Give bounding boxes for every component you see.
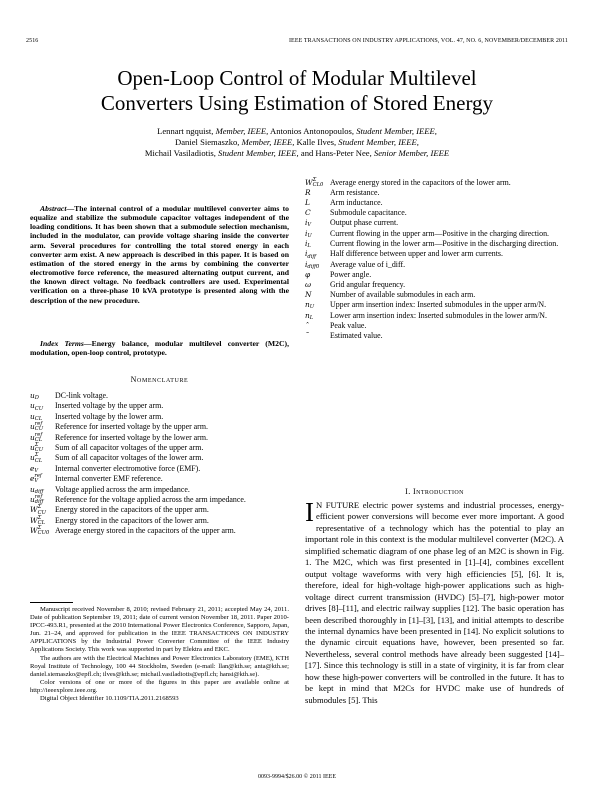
author-name: and Hans-Peter Nee, <box>300 148 372 159</box>
nomenclature-definition: Inserted voltage by the upper arm. <box>55 401 164 411</box>
nomenclature-symbol: u ref CU <box>30 421 44 433</box>
nomenclature-definition: Arm resistance. <box>330 188 380 198</box>
nomenclature-symbol: ˆ <box>305 320 309 330</box>
nomenclature-definition: Reference for inserted voltage by the lower arm. <box>55 432 208 442</box>
nomenclature-item <box>305 331 564 341</box>
nomenclature-item <box>305 229 564 239</box>
nomenclature-item <box>30 495 289 505</box>
nomenclature-definition: Peak value. <box>330 320 367 330</box>
nomenclature-definition: Voltage applied across the arm impedance. <box>55 484 190 494</box>
nomenclature-symbol: u D <box>30 391 39 402</box>
nomenclature-item <box>305 239 564 249</box>
author-name: Antonios Antonopoulos, <box>270 126 355 136</box>
intro-text: electric power systems and industrial processes, energy-efficient power conversions will become ever more important. A good representative of a technology which has the potential to play an important role in this context is the modular multilevel converter (M2C). A simplified schematic diagram of one phase leg of an M2C is shown in Fig. 1. The M2C, which was first presented in [1]–[4], combines excellent output voltage waveforms with very high efficiencies [5], [6]. It is, therefore, ideal for high-voltage high-power applications such as high-voltage direct current transmission (HVDC) [5]–[7], high-power motor drives [8]–[11], and electric railway supplies [12]. The basic operation has been described thoroughly in [1]–[3], [13], and initial attempts to describe the internal dynamics have been presented in [14]. No explicit solutions to the dynamic circuit equations have, however, been presented so far. Nevertheless, several control methods have already been suggested [14]–[17]. Since this technology is still in a state of virginity, it is far from clear how these high-power converters will be controlled in the future. It has to be kept in mind that M2Cs for HVDC make use of hundreds of submodules [5]. This <box>305 500 564 705</box>
nomenclature-definition: Sum of all capacitor voltages of the upper arm. <box>55 443 204 453</box>
nomenclature-item <box>305 249 564 259</box>
nomenclature-definition: Output phase current. <box>330 218 399 228</box>
nomenclature-definition: Inserted voltage by the lower arm. <box>55 411 164 421</box>
nomenclature-symbol: i U <box>305 228 312 239</box>
nomenclature-definition: Energy stored in the capacitors of the upper arm. <box>55 505 209 515</box>
nomenclature-symbol: L <box>305 198 310 208</box>
intro-lead: N FUTURE <box>316 500 360 510</box>
nomenclature-symbol: W Σ CU <box>30 504 46 516</box>
footnote <box>30 606 289 703</box>
nomenclature-symbol: u Σ CU <box>30 442 44 454</box>
nomenclature-definition: Arm inductance. <box>330 198 383 208</box>
nomenclature-definition: Grid angular frequency. <box>330 280 406 290</box>
nomenclature-symbol: u CU <box>30 401 44 412</box>
nomenclature-definition: Average energy stored in the capacitors of the upper arm. <box>55 526 236 536</box>
author-name: Lennart ngquist, <box>157 126 214 136</box>
nomenclature-symbol: W Σ CL0 <box>305 177 324 189</box>
copyright-footer: 0093-9994/$26.00 © 2011 IEEE <box>258 774 336 780</box>
nomenclature-definition: Submodule capacitance. <box>330 208 407 218</box>
footnote-manuscript: Manuscript received November 8, 2010; revised February 21, 2011; accepted May 24, 2011. Date of publication September 19, 2011; date of current version November 18, 2011. Paper 2010-IPCC-493.R1, presented at the 2010 International Power Electronics Conference, Sapporo, Japan, Jun. 21–24, and approved for publication in the IEEE TRANSACTIONS ON INDUSTRY APPLICATIONS by the Industrial Power Converter Committee of the IEEE Industry Applications Society. This work was supported in part by Elektra and EKC. <box>30 606 289 654</box>
page-number: 2516 <box>26 38 39 44</box>
nomenclature-item <box>30 401 289 411</box>
nomenclature-item <box>30 474 289 484</box>
nomenclature-item <box>305 260 564 270</box>
author-role: Student Member, IEEE, <box>356 126 437 136</box>
nomenclature-symbol: u ref diff <box>30 494 44 506</box>
title-line-2: Converters Using Estimation of Stored Energy <box>100 91 494 115</box>
introduction-heading: I. Introduction <box>405 487 464 496</box>
nomenclature-symbol: φ <box>305 270 311 280</box>
nomenclature-item <box>305 178 564 188</box>
nomenclature-symbol: R <box>305 188 311 198</box>
nomenclature-symbol: n L <box>305 310 314 321</box>
nomenclature-definition: Internal converter electromotive force (EMF). <box>55 463 201 473</box>
footnote-affiliation: The authors are with the Electrical Machines and Power Electronics Laboratory (EME), KTH Royal Institute of Technology, 100 44 Stockholm, Sweden (e-mail: llan@kth.se; anta@kth.se; daniel.siemaszko@epfl.ch; ilves@kth.se; michail.vasiladiotis@epfl.ch; hansi@kth.se). <box>30 654 289 678</box>
index-terms <box>30 339 289 357</box>
author-list <box>60 126 534 160</box>
abstract <box>30 204 289 305</box>
nomenclature-definition: Reference for the voltage applied across the arm impedance. <box>55 495 246 505</box>
index-terms-text: —Energy balance, modular multilevel converter (M2C), modulation, open-loop control, prototype. <box>30 339 289 358</box>
nomenclature-definition: Power angle. <box>330 270 372 280</box>
nomenclature-symbol: n U <box>305 300 315 311</box>
author-name: Michail Vasiladiotis, <box>144 148 216 159</box>
nomenclature-symbol: i diff <box>305 249 317 260</box>
author-role: Senior Member, IEEE <box>373 148 450 159</box>
author-name: Kalle Ilves, <box>296 137 337 148</box>
nomenclature-symbol: u CL <box>30 412 43 423</box>
index-terms-label: Index Terms <box>40 339 84 348</box>
nomenclature-definition: Current flowing in the upper arm—Positive in the charging direction. <box>330 228 549 238</box>
title-line-1: Open-Loop Control of Modular Multilevel <box>117 66 477 90</box>
nomenclature-definition: DC-link voltage. <box>55 391 109 400</box>
nomenclature-symbol: i V <box>305 218 312 229</box>
nomenclature-definition: Average value of i_diff. <box>330 259 406 269</box>
drop-cap: I <box>305 497 314 527</box>
nomenclature-item <box>30 485 289 495</box>
nomenclature-definition: Average energy stored in the capacitors of the lower arm. <box>330 178 511 187</box>
nomenclature-definition: Energy stored in the capacitors of the lower arm. <box>55 515 209 525</box>
nomenclature-definition: Estimated value. <box>330 330 383 340</box>
nomenclature-symbol: u diff <box>30 484 44 495</box>
author-name: Daniel Siemaszko, <box>175 137 240 148</box>
nomenclature-definition: Half difference between upper and lower arm currents. <box>330 249 503 259</box>
nomenclature-item <box>305 208 564 218</box>
introduction-body <box>305 497 564 706</box>
nomenclature-item <box>305 290 564 300</box>
nomenclature-symbol: N <box>305 290 312 300</box>
footnote-color: Color versions of one or more of the figures in this paper are available online at http://ieeexplore.ieee.org. <box>30 678 289 694</box>
nomenclature-item <box>305 300 564 310</box>
nomenclature-item <box>30 505 289 515</box>
nomenclature-symbol: u Σ CL <box>30 452 43 464</box>
nomenclature-item <box>30 516 289 526</box>
author-role: Student Member, IEEE, <box>338 137 419 148</box>
nomenclature-list-right <box>305 178 564 341</box>
footnote-doi: Digital Object Identifier 10.1109/TIA.2011.2168593 <box>40 695 179 703</box>
nomenclature-symbol: e V <box>30 464 39 475</box>
nomenclature-item <box>305 198 564 208</box>
nomenclature-item <box>305 321 564 331</box>
nomenclature-definition: Current flowing in the lower arm—Positive in the discharging direction. <box>330 239 559 249</box>
abstract-label: Abstract <box>40 204 67 213</box>
nomenclature-symbol: u ref CL <box>30 431 43 443</box>
nomenclature-symbol: ˜ <box>305 330 309 340</box>
journal-header: IEEE TRANSACTIONS ON INDUSTRY APPLICATIONS, VOL. 47, NO. 6, NOVEMBER/DECEMBER 2011 <box>288 38 568 44</box>
nomenclature-item <box>30 391 289 401</box>
author-role: Member, IEEE, <box>215 126 269 136</box>
author-role: Student Member, IEEE, <box>218 148 299 159</box>
nomenclature-symbol: W Σ CU0 <box>30 525 50 537</box>
nomenclature-item <box>30 443 289 453</box>
nomenclature-item <box>30 526 289 536</box>
author-role: Member, IEEE, <box>241 137 295 148</box>
nomenclature-symbol: i diff0 <box>305 260 320 271</box>
abstract-text: —The internal control of a modular multilevel converter aims to equalize and stabilize the submodule capacitor voltages independent of the loading conditions. It has been shown that a submodule selection mechanism, included in the modulator, can provide voltage sharing inside the converter arm. Several procedures for controlling the total stored energy in each converter arm exist. A new approach is described in this paper. It is based on estimation of the stored energy in the arms by combining the converter electromotive force reference, the measured alternating output current, and the known direct voltage. No feedback controllers are used. Experimental verification on a three-phase 10 kVA prototype is presented along with the description of the new procedure. <box>30 204 289 305</box>
nomenclature-item <box>30 453 289 463</box>
paper-title <box>40 66 554 116</box>
nomenclature-definition: Lower arm insertion index: Inserted submodules in the lower arm/N. <box>330 310 547 320</box>
nomenclature-list-left <box>30 391 289 537</box>
nomenclature-item <box>305 218 564 228</box>
nomenclature-item <box>30 433 289 443</box>
nomenclature-item <box>30 464 289 474</box>
nomenclature-symbol: C <box>305 208 311 218</box>
nomenclature-item <box>305 311 564 321</box>
nomenclature-definition: Reference for inserted voltage by the upper arm. <box>55 422 208 432</box>
nomenclature-item <box>305 188 564 198</box>
nomenclature-symbol: ω <box>305 280 312 290</box>
nomenclature-item <box>30 422 289 432</box>
nomenclature-item <box>30 412 289 422</box>
nomenclature-symbol: e ref V <box>30 473 42 485</box>
nomenclature-item <box>305 270 564 280</box>
nomenclature-item <box>305 280 564 290</box>
nomenclature-definition: Internal converter EMF reference. <box>55 474 163 484</box>
nomenclature-symbol: W Σ CL <box>30 514 46 527</box>
nomenclature-definition: Number of available submodules in each arm. <box>330 290 476 300</box>
nomenclature-definition: Sum of all capacitor voltages of the lower arm. <box>55 453 204 463</box>
nomenclature-definition: Upper arm insertion index: Inserted submodules in the upper arm/N. <box>330 300 547 310</box>
nomenclature-heading: Nomenclature <box>130 375 189 384</box>
nomenclature-symbol: i L <box>305 239 311 250</box>
footnote-divider <box>30 602 73 603</box>
